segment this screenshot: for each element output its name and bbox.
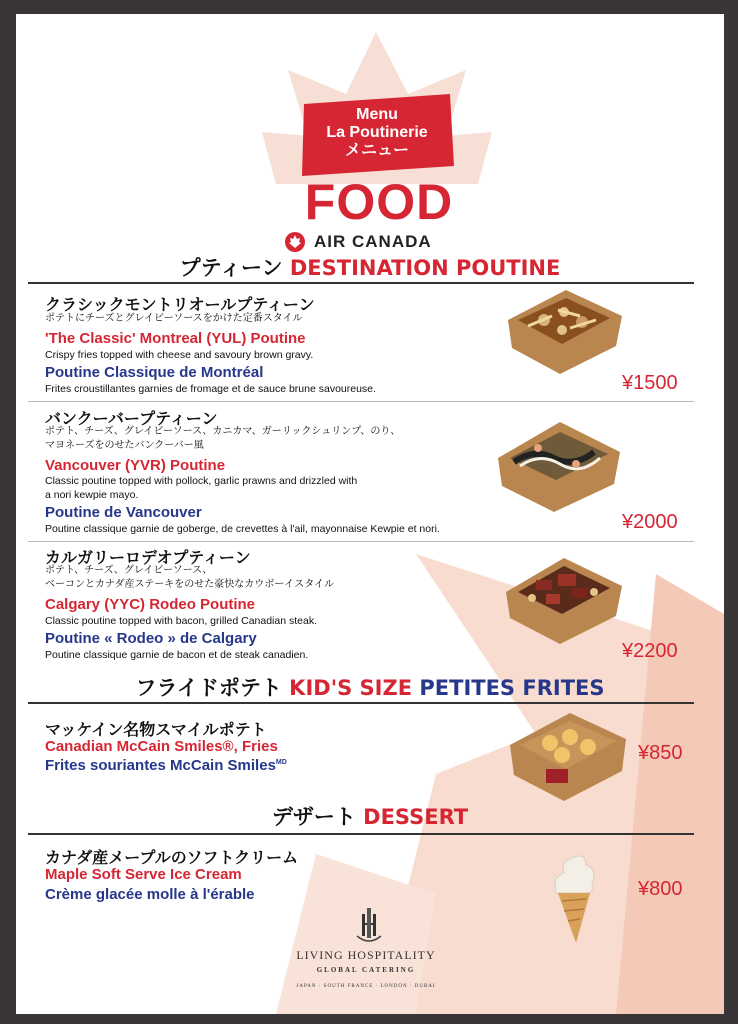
food-heading: FOOD (304, 174, 454, 230)
section-fr: PETITES FRITES (419, 676, 605, 700)
menu-subtitle: La Poutinerie (326, 124, 428, 141)
item-fr-name: Poutine Classique de Montréal (45, 364, 264, 381)
item-jp-name: クラシックモントリオールプティーン (45, 295, 315, 314)
item-jp-desc: ベーコンとカナダ産ステーキをのせた豪快なカウボーイスタイル (45, 579, 334, 590)
item-en-name: Calgary (YYC) Rodeo Poutine (45, 596, 256, 613)
item-fr-name: Crème glacée molle à l'érable (45, 886, 255, 903)
footer-cities: JAPAN · SOUTH FRANCE · LONDON · DUBAI (296, 984, 436, 989)
item-fr-sup: MD (275, 759, 287, 766)
item-fr-desc: Poutine classique garnie de goberge, de crevettes à l'ail, mayonnaise Kewpie et nori. (45, 523, 440, 535)
section-title-poutine (16, 252, 724, 282)
menu-japanese: メニュー (344, 142, 409, 159)
section-en: DESSERT (363, 805, 469, 829)
section-title-dessert (16, 801, 724, 831)
item-price: ¥2200 (622, 640, 678, 662)
item-price: ¥800 (638, 878, 683, 900)
section-divider (28, 702, 694, 704)
menu-badge-text (298, 106, 456, 160)
section-jp: デザート (271, 805, 356, 829)
item-divider (28, 401, 694, 402)
item-en-name: Maple Soft Serve Ice Cream (45, 866, 242, 883)
living-hospitality-logo-icon (351, 908, 387, 946)
item-jp-name: バンクーバープティーン (45, 409, 218, 428)
item-price: ¥850 (638, 742, 683, 764)
item-fr-desc: Frites croustillantes garnies de fromage et de sauce brune savoureuse. (45, 383, 376, 395)
item-en-desc: Crispy fries topped with cheese and savoury brown gravy. (45, 349, 314, 361)
classic-poutine-image (504, 286, 624, 376)
item-fr-name: Poutine « Rodeo » de Calgary (45, 630, 257, 647)
smiles-fries-image (506, 709, 630, 803)
item-en-desc: a nori kewpie mayo. (45, 489, 139, 501)
item-jp-desc: ポテト、チーズ、グレイビーソース、カニカマ、ガーリックシュリンプ、のり、 (45, 426, 401, 437)
section-en: KID'S SIZE (289, 676, 413, 700)
item-en-name: Vancouver (YVR) Poutine (45, 457, 226, 474)
item-en-desc: Classic poutine topped with pollock, garlic prawns and drizzled with (45, 475, 358, 487)
item-en-desc: Classic poutine topped with bacon, grilled Canadian steak. (45, 615, 318, 627)
footer-brand: LIVING HOSPITALITY (296, 948, 436, 962)
section-divider (28, 282, 694, 284)
item-price: ¥2000 (622, 511, 678, 533)
section-divider (28, 833, 694, 835)
vancouver-poutine-image (494, 418, 624, 514)
item-jp-desc: マヨネーズをのせたバンクーバー風 (45, 440, 204, 451)
item-fr-name (45, 757, 287, 774)
item-fr-name-text: Frites souriantes McCain Smiles (45, 757, 276, 774)
item-jp-name: マッケイン名物スマイルポテト (45, 720, 267, 739)
air-canada-logo-icon (284, 231, 306, 253)
item-jp-name: カナダ産メープルのソフトクリーム (45, 848, 299, 867)
item-en-name: 'The Classic' Montreal (YUL) Poutine (45, 330, 306, 347)
menu-label: Menu (356, 106, 398, 123)
soft-serve-image (546, 849, 602, 945)
item-jp-desc: ポテト、チーズ、グレイビーソース、 (45, 565, 213, 576)
section-en: DESTINATION POUTINE (289, 256, 561, 280)
section-jp: プティーン (179, 256, 283, 280)
item-fr-name: Poutine de Vancouver (45, 504, 202, 521)
menu-sheet (16, 14, 724, 1014)
item-price: ¥1500 (622, 372, 678, 394)
item-fr-desc: Poutine classique garnie de bacon et de steak canadien. (45, 649, 309, 661)
footer-tagline: GLOBAL CATERING (316, 966, 416, 974)
airline-name: AIR CANADA (314, 232, 432, 251)
section-title-fries (16, 672, 724, 702)
item-en-name: Canadian McCain Smiles®, Fries (45, 738, 278, 755)
section-jp: フライドポテト (135, 676, 282, 700)
item-jp-name: カルガリーロデオプティーン (45, 548, 251, 567)
calgary-poutine-image (502, 554, 626, 646)
item-jp-desc: ポテトにチーズとグレイビーソースをかけた定番スタイル (45, 313, 303, 324)
item-divider (28, 541, 694, 542)
